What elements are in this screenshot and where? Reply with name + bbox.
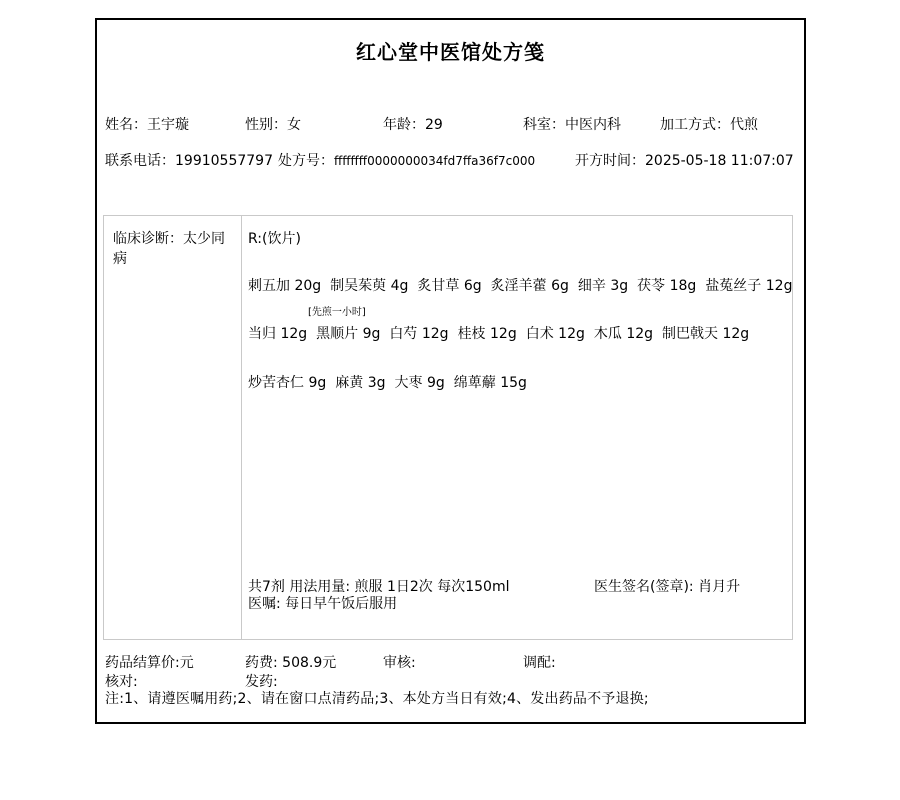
medicine-item: 绵萆薢 15g xyxy=(453,375,527,391)
diagnosis-label: 临床诊断： xyxy=(113,231,183,247)
medicine-item: 炒苦杏仁 9g xyxy=(248,375,327,391)
prescription-body xyxy=(103,215,793,640)
medicine-line-2 xyxy=(248,323,758,343)
issue-time-value: 2025-05-18 11:07:07 xyxy=(645,153,794,169)
age-value: 29 xyxy=(425,117,443,133)
medicine-item: 白术 12g xyxy=(525,326,585,342)
medicine-item: 黑顺片 9g xyxy=(316,326,381,342)
medicine-line-1 xyxy=(248,275,801,295)
patient-name-label: 姓名： xyxy=(105,117,147,133)
rx-number-value: ffffffff0000000034fd7ffa36f7c000 xyxy=(334,154,536,168)
patient-name-field xyxy=(105,114,189,134)
medicine-item: 细辛 3g xyxy=(577,278,629,294)
compound-field xyxy=(523,652,556,672)
medical-advice-value: 每日早午饭后服用 xyxy=(285,596,398,612)
dispense-label: 发药: xyxy=(245,674,278,690)
medicine-item: 刺五加 20g xyxy=(248,278,322,294)
prescription-sheet xyxy=(95,18,806,724)
processing-label: 加工方式： xyxy=(660,117,730,133)
page-title: 红心堂中医馆处方笺 xyxy=(356,40,545,64)
phone-value: 19910557797 xyxy=(175,153,273,169)
medicine-item: 茯苓 18g xyxy=(637,278,697,294)
age-field xyxy=(383,114,443,134)
compound-label: 调配: xyxy=(523,655,556,671)
medicine-item: 白芍 12g xyxy=(389,326,449,342)
age-label: 年龄： xyxy=(383,117,425,133)
medical-advice xyxy=(248,593,397,613)
review-label: 审核: xyxy=(383,655,416,671)
medicine-item: 桂枝 12g xyxy=(457,326,517,342)
doctor-signature-value: 肖月升 xyxy=(698,579,741,595)
check-label: 核对: xyxy=(105,674,138,690)
rx-number-label: 处方号： xyxy=(278,153,334,169)
department-label: 科室： xyxy=(523,117,565,133)
settlement-price-label: 药品结算价: xyxy=(105,655,180,671)
medicine-line-3 xyxy=(248,372,536,392)
phone-label: 联系电话： xyxy=(105,153,175,169)
medicine-item: 大枣 9g xyxy=(394,375,445,391)
issue-time-field xyxy=(575,150,794,170)
fee-value: 508.9元 xyxy=(282,655,337,671)
medicine-item: 盐菟丝子 12g xyxy=(705,278,793,294)
doctor-signature xyxy=(594,576,740,596)
processing-field xyxy=(660,114,758,134)
settlement-price-value: 元 xyxy=(179,655,194,671)
pre-boil-annotation: [先煎一小时] xyxy=(308,307,366,318)
diagnosis-cell xyxy=(104,216,242,639)
medicine-item: 木瓜 12g xyxy=(593,326,654,342)
processing-value: 代煎 xyxy=(730,117,758,133)
department-field xyxy=(523,114,621,134)
doctor-signature-label: 医生签名(签章): xyxy=(594,579,699,595)
phone-field xyxy=(105,150,273,170)
fee-label: 药费: xyxy=(245,655,283,671)
medicine-item: 炙甘草 6g xyxy=(417,278,482,294)
rx-number-field xyxy=(278,150,535,170)
diagnosis-value: 太少同病 xyxy=(113,231,225,267)
review-field xyxy=(383,652,416,672)
settlement-price-field xyxy=(105,652,194,672)
medicine-item: 当归 12g xyxy=(248,326,308,342)
patient-name-value: 王宇璇 xyxy=(147,117,189,133)
medicine-item: 制吴茱萸 4g xyxy=(330,278,409,294)
issue-time-label: 开方时间： xyxy=(575,153,645,169)
medicine-item: 制巴戟天 12g xyxy=(662,326,750,342)
rx-area xyxy=(242,216,792,639)
medicine-item: 麻黄 3g xyxy=(335,375,386,391)
rx-header: R:(饮片) xyxy=(248,231,301,247)
medical-advice-label: 医嘱: xyxy=(248,596,286,612)
department-value: 中医内科 xyxy=(565,117,621,133)
fee-field xyxy=(245,652,336,672)
gender-value: 女 xyxy=(287,117,301,133)
dosage-summary: 共7剂 用法用量: 煎服 1日2次 每次150ml xyxy=(248,579,510,595)
gender-label: 性别： xyxy=(245,117,287,133)
medicine-item: 炙淫羊藿 6g xyxy=(490,278,569,294)
usage-notes: 注:1、请遵医嘱用药;2、请在窗口点清药品;3、本处方当日有效;4、发出药品不予退换; xyxy=(105,691,649,707)
gender-field xyxy=(245,114,301,134)
